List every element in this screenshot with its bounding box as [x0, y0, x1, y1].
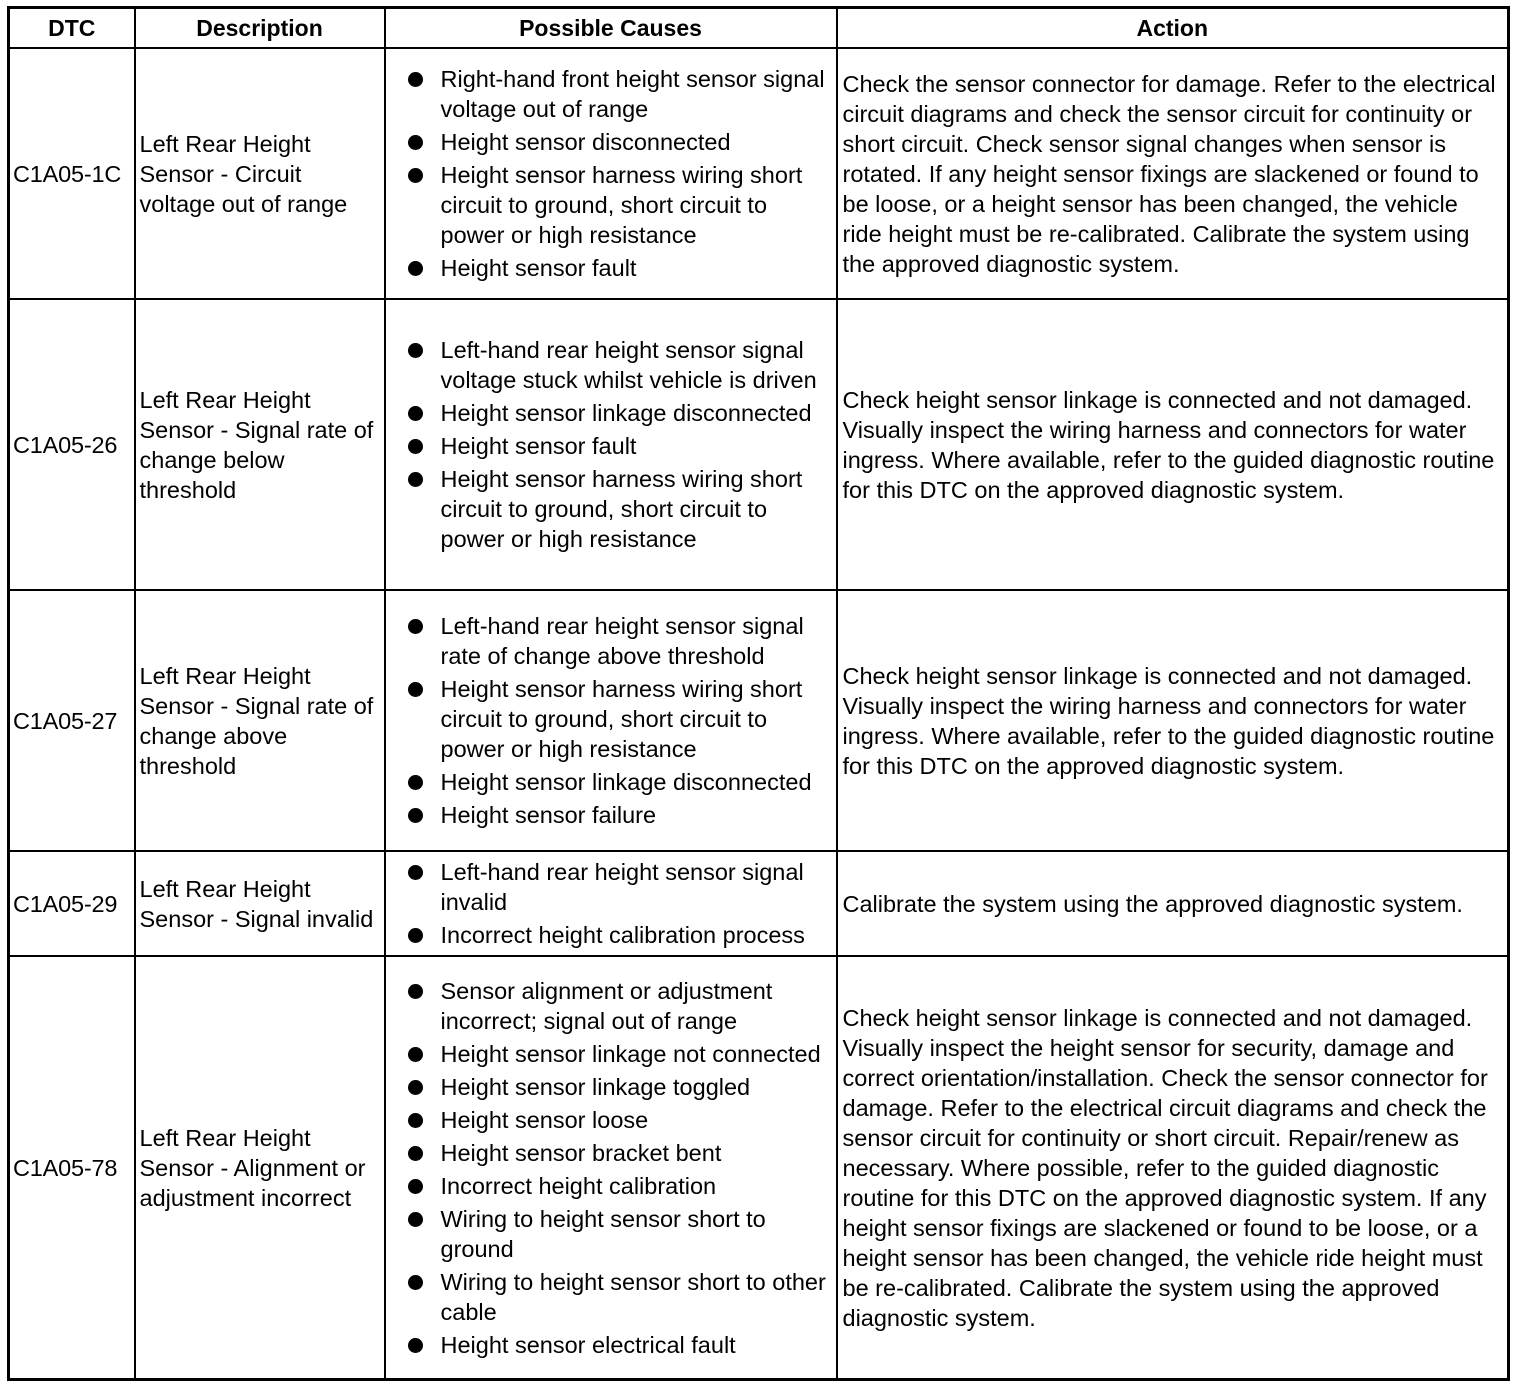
bullet-icon [408, 261, 423, 276]
cause-text: Height sensor harness wiring short circuit to ground, short circuit to power or high resistance [440, 676, 803, 762]
cause-text: Wiring to height sensor short to other cable [440, 1268, 826, 1325]
causes-list [386, 857, 832, 950]
bullet-icon [408, 1080, 423, 1095]
cause-item [386, 464, 832, 554]
cause-text: Wiring to height sensor short to ground [440, 1205, 766, 1262]
bullet-icon [408, 1338, 423, 1353]
cause-item [386, 1105, 832, 1135]
bullet-icon [408, 808, 423, 823]
bullet-icon [408, 406, 423, 421]
dtc-description: Left Rear Height Sensor - Signal invalid [135, 851, 385, 956]
causes-cell [385, 851, 837, 956]
cause-text: Height sensor linkage disconnected [440, 400, 812, 426]
dtc-description: Left Rear Height Sensor - Signal rate of change above threshold [135, 590, 385, 851]
bullet-icon [408, 135, 423, 150]
dtc-code: C1A05-29 [9, 851, 135, 956]
cause-item [386, 800, 832, 830]
header-action: Action [837, 8, 1509, 49]
cause-text: Height sensor electrical fault [440, 1331, 736, 1358]
bullet-icon [408, 775, 423, 790]
bullet-icon [408, 1047, 423, 1062]
causes-list [386, 64, 832, 283]
cause-item [386, 1267, 832, 1327]
cause-text: Right-hand front height sensor signal voltage out of range [440, 66, 825, 122]
causes-list [386, 976, 832, 1360]
cause-text: Height sensor loose [440, 1106, 649, 1133]
dtc-code: C1A05-27 [9, 590, 135, 851]
dtc-description: Left Rear Height Sensor - Signal rate of change below threshold [135, 299, 385, 590]
action-text: Calibrate the system using the approved diagnostic system. [837, 851, 1509, 956]
cause-item [386, 1138, 832, 1168]
cause-item [386, 1330, 832, 1360]
cause-item [386, 674, 832, 764]
bullet-icon [408, 72, 423, 87]
cause-item [386, 976, 832, 1036]
bullet-icon [408, 619, 423, 634]
bullet-icon [408, 682, 423, 697]
table-row [9, 956, 1509, 1380]
cause-text: Incorrect height calibration [440, 1172, 717, 1199]
causes-list [386, 335, 832, 554]
cause-text: Height sensor failure [440, 802, 657, 828]
bullet-icon [408, 439, 423, 454]
bullet-icon [408, 1275, 423, 1290]
cause-text: Sensor alignment or adjustment incorrect; signal out of range [440, 977, 773, 1034]
dtc-code: C1A05-1C [9, 48, 135, 299]
cause-item [386, 857, 832, 917]
action-text: Check the sensor connector for damage. Refer to the electrical circuit diagrams and check the sensor circuit for continuity or short circuit. Check sensor signal changes when sensor is rotated. If any height sensor fixings are slackened or found to be loose, or a height sensor has been changed, the vehicle ride height must be re-calibrated. Calibrate the system using the approved diagnostic system. [837, 48, 1509, 299]
cause-item [386, 1171, 832, 1201]
bullet-icon [408, 928, 423, 943]
cause-text: Height sensor linkage not connected [440, 1040, 821, 1067]
cause-item [386, 160, 832, 250]
cause-text: Height sensor linkage disconnected [440, 769, 812, 795]
cause-text: Height sensor linkage toggled [440, 1073, 751, 1100]
action-text: Check height sensor linkage is connected and not damaged. Visually inspect the wiring harness and connectors for water ingress. Where available, refer to the guided diagnostic routine for this DTC on the approved diagnostic system. [837, 299, 1509, 590]
cause-text: Left-hand rear height sensor signal invalid [440, 859, 804, 915]
dtc-table [7, 6, 1510, 1381]
dtc-description: Left Rear Height Sensor - Alignment or adjustment incorrect [135, 956, 385, 1380]
cause-item [386, 398, 832, 428]
header-causes: Possible Causes [385, 8, 837, 49]
bullet-icon [408, 984, 423, 999]
dtc-code: C1A05-26 [9, 299, 135, 590]
cause-text: Height sensor bracket bent [440, 1139, 722, 1166]
cause-text: Height sensor fault [440, 433, 637, 459]
bullet-icon [408, 865, 423, 880]
cause-item [386, 920, 832, 950]
cause-text: Incorrect height calibration process [440, 922, 805, 948]
table-row [9, 851, 1509, 956]
header-row [9, 8, 1509, 49]
cause-item [386, 253, 832, 283]
bullet-icon [408, 1179, 423, 1194]
dtc-description: Left Rear Height Sensor - Circuit voltage out of range [135, 48, 385, 299]
header-dtc: DTC [9, 8, 135, 49]
header-description: Description [135, 8, 385, 49]
action-text: Check height sensor linkage is connected and not damaged. Visually inspect the wiring harness and connectors for water ingress. Where available, refer to the guided diagnostic routine for this DTC on the approved diagnostic system. [837, 590, 1509, 851]
causes-cell [385, 590, 837, 851]
cause-item [386, 431, 832, 461]
cause-item [386, 1072, 832, 1102]
bullet-icon [408, 343, 423, 358]
cause-text: Height sensor disconnected [440, 129, 731, 155]
cause-item [386, 1039, 832, 1069]
causes-cell [385, 48, 837, 299]
causes-cell [385, 956, 837, 1380]
bullet-icon [408, 1146, 423, 1161]
table-row [9, 48, 1509, 299]
bullet-icon [408, 1212, 423, 1227]
table-row [9, 590, 1509, 851]
bullet-icon [408, 1113, 423, 1128]
dtc-code: C1A05-78 [9, 956, 135, 1380]
causes-list [386, 611, 832, 830]
cause-text: Height sensor harness wiring short circuit to ground, short circuit to power or high resistance [440, 162, 803, 248]
table-row [9, 299, 1509, 590]
cause-text: Height sensor fault [440, 255, 637, 281]
cause-text: Left-hand rear height sensor signal voltage stuck whilst vehicle is driven [440, 337, 817, 393]
cause-text: Height sensor harness wiring short circuit to ground, short circuit to power or high resistance [440, 466, 803, 552]
cause-item [386, 127, 832, 157]
cause-item [386, 1204, 832, 1264]
cause-item [386, 767, 832, 797]
cause-text: Left-hand rear height sensor signal rate of change above threshold [440, 613, 804, 669]
action-text: Check height sensor linkage is connected and not damaged. Visually inspect the height sensor for security, damage and correct orientation/installation. Check the sensor connector for damage. Refer to the electrical circuit diagrams and check the sensor circuit for continuity or short circuit. Repair/renew as necessary. Where possible, refer to the guided diagnostic routine for this DTC on the approved diagnostic system. If any height sensor fixings are slackened or found to be loose, or a height sensor has been changed, the vehicle ride height must be re-calibrated. Calibrate the system using the approved diagnostic system. [837, 956, 1509, 1380]
cause-item [386, 611, 832, 671]
bullet-icon [408, 168, 423, 183]
cause-item [386, 335, 832, 395]
cause-item [386, 64, 832, 124]
causes-cell [385, 299, 837, 590]
bullet-icon [408, 472, 423, 487]
